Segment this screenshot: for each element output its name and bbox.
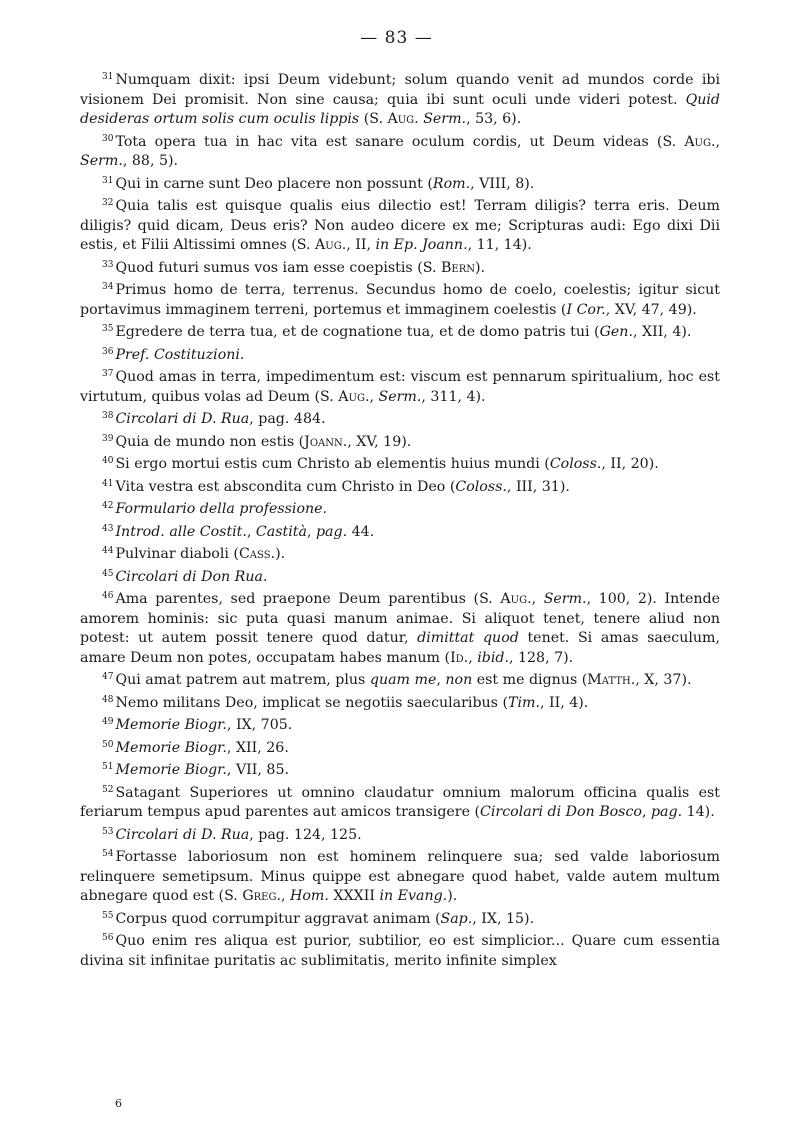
footnote xyxy=(80,781,720,823)
footnote-number: 38 xyxy=(102,411,114,421)
footnote xyxy=(80,365,720,407)
footnote-text: Numquam dixit: ipsi Deum videbunt; solum quando venit ad mundos corde ibi visionem Dei promisit. Non sine causa; quia ibi sunt oculi unde videri potest. Quid desideras ortum solis cum oculis lippis (S. Aug. Serm., 53, 6). xyxy=(80,72,720,127)
footnote-text: Circolari di D. Rua, pag. 484. xyxy=(115,411,326,427)
footnote-number: 31 xyxy=(102,72,114,82)
footnote xyxy=(80,68,720,130)
footnote-number: 33 xyxy=(102,259,114,270)
footnote xyxy=(80,929,720,971)
footnote xyxy=(80,407,720,430)
footnote-number: 34 xyxy=(102,282,114,292)
footnote xyxy=(80,320,720,343)
footnote-text: Introd. alle Costit., Castità, pag. 44. xyxy=(115,523,375,540)
footnote-number: 46 xyxy=(102,591,114,601)
footnote xyxy=(80,587,720,668)
footnote-number: 30 xyxy=(102,133,114,144)
footnote-number: 43 xyxy=(102,523,114,534)
footnote-text: Vita vestra est abscondita cum Christo in Deo (Coloss., III, 31). xyxy=(115,478,570,495)
footnote-number: 39 xyxy=(102,433,114,444)
footnote-text: Qui amat patrem aut matrem, plus quam me, non est me dignus (Matth., X, 37). xyxy=(115,672,692,688)
footnote-number: 53 xyxy=(102,826,114,837)
footnote-number: 54 xyxy=(102,849,114,859)
footnote-number: 52 xyxy=(102,784,114,795)
footnote-text: Nemo militans Deo, implicat se negotiis saecularibus (Tim., II, 4). xyxy=(115,694,589,711)
footnote-text: Quod futuri sumus vos iam esse coepistis (S. Bern). xyxy=(115,259,486,276)
footnote-number: 41 xyxy=(102,478,114,489)
footnote xyxy=(80,452,720,475)
footnote xyxy=(80,758,720,781)
footnote-text: Quia talis est quisque qualis eius dilectio est! Terram diligis? terra eris. Deum diligis? quid dicam, Deus eris? Non audeo dicere ex me; Scripturas audi: Ego dixi Dii estis, et Filii Altissimi omnes (S. Aug., II, in Ep. Joann., 11, 14). xyxy=(80,198,720,253)
footnote-text: Quod amas in terra, impedimentum est: viscum est pennarum spiritualium, hoc est virtutum, quibus volas ad Deum (S. Aug., Serm., 311, 4). xyxy=(80,369,720,405)
footnote-number: 56 xyxy=(102,933,114,943)
footnote xyxy=(80,172,720,195)
footnote-number: 35 xyxy=(102,324,114,334)
footnote-number: 37 xyxy=(102,369,114,379)
footnote xyxy=(80,343,720,366)
footnote-text: Memorie Biogr., XII, 26. xyxy=(115,739,289,756)
footnote xyxy=(80,736,720,759)
footnote-number: 45 xyxy=(102,568,114,579)
footnote-text: Satagant Superiores ut omnino claudatur omnium malorum officina qualis est feriarum tempus apud parentes aut amicos transigere (Circolari di Don Bosco, pag. 14). xyxy=(80,784,720,820)
footnote-text: Quo enim res aliqua est purior, subtilior, eo est simplicior... Quare cum essentia divina sit infinitae puritatis ac sublimitatis, merito infinite simplex xyxy=(80,933,720,969)
footnote-text: Si ergo mortui estis cum Christo ab elementis huius mundi (Coloss., II, 20). xyxy=(115,456,659,472)
footnote xyxy=(80,668,720,691)
footnote-text: Tota opera tua in hac vita est sanare oculum cordis, ut Deum videas (S. Aug., Serm., 88, 5). xyxy=(80,133,720,169)
footnote xyxy=(80,520,720,543)
footnote xyxy=(80,845,720,907)
footnote xyxy=(80,691,720,714)
footnote-text: Ama parentes, sed praepone Deum parentibus (S. Aug., Serm., 100, 2). Intende amorem hominis: sic puta quasi manum animae. Si aliquot tenet, tenere aliud non potest: ut autem possit tenere quod datur, dimittat quod tenet. Si amas saeculum, amare Deum non potes, occupatam habes manum (Id., ibid., 128, 7). xyxy=(80,591,720,666)
footnote xyxy=(80,278,720,320)
footnote-number: 50 xyxy=(102,739,114,750)
footnote-number: 55 xyxy=(102,910,114,921)
footnote-number: 42 xyxy=(102,501,114,511)
footnote-text: Pulvinar diaboli (Cass.). xyxy=(115,546,286,562)
footnote xyxy=(80,497,720,520)
footnote-number: 44 xyxy=(102,546,114,556)
footnote-number: 31 xyxy=(102,175,114,186)
footnote-text: Corpus quod corrumpitur aggravat animam (Sap., IX, 15). xyxy=(115,910,535,927)
footnote-text: Formulario della professione. xyxy=(115,501,328,517)
footnote xyxy=(80,130,720,172)
footnote-number: 36 xyxy=(102,346,114,357)
footnote-number: 49 xyxy=(102,717,114,727)
page-number: — 83 — xyxy=(360,28,433,48)
footnote-text: Qui in carne sunt Deo placere non possunt (Rom., VIII, 8). xyxy=(115,175,535,192)
footnote-text: Quia de mundo non estis (Joann., XV, 19). xyxy=(115,433,412,450)
footnote xyxy=(80,713,720,736)
footnote-text: Memorie Biogr., IX, 705. xyxy=(115,717,293,733)
footnote-text: Memorie Biogr., VII, 85. xyxy=(115,762,289,778)
footnote-text: Egredere de terra tua, et de cognatione tua, et de domo patris tui (Gen., XII, 4). xyxy=(115,324,692,340)
footnote-text: Pref. Costituzioni. xyxy=(115,346,245,363)
footnote-number: 51 xyxy=(102,762,114,772)
footnote-text: Circolari di D. Rua, pag. 124, 125. xyxy=(115,826,362,843)
footnote xyxy=(80,256,720,279)
footnote-text: Fortasse laboriosum non est hominem relinquere sua; sed valde laboriosum relinquere semetipsum. Minus quippe est abnegare quod habet, valde autem multum abnegare quod est (S. Greg., Hom. XXXII in Evang.). xyxy=(80,849,720,904)
footnote-text: Primus homo de terra, terrenus. Secundus homo de coelo, coelestis; igitur sicut portavimus immaginem terreni, portemus et immaginem coelestis (I Cor., XV, 47, 49). xyxy=(80,282,720,318)
signature-mark: 6 xyxy=(115,1097,122,1110)
footnote-text: Circolari di Don Rua. xyxy=(115,568,268,585)
footnote xyxy=(80,542,720,565)
footnote-number: 47 xyxy=(102,672,114,682)
footnote-number: 48 xyxy=(102,694,114,705)
footnote xyxy=(80,823,720,846)
footnote xyxy=(80,907,720,930)
footnote xyxy=(80,430,720,453)
footnote xyxy=(80,194,720,256)
footnote xyxy=(80,475,720,498)
footnote-number: 40 xyxy=(102,456,114,466)
footnote xyxy=(80,565,720,588)
footnote-number: 32 xyxy=(102,198,114,208)
footnotes-list xyxy=(80,68,720,971)
